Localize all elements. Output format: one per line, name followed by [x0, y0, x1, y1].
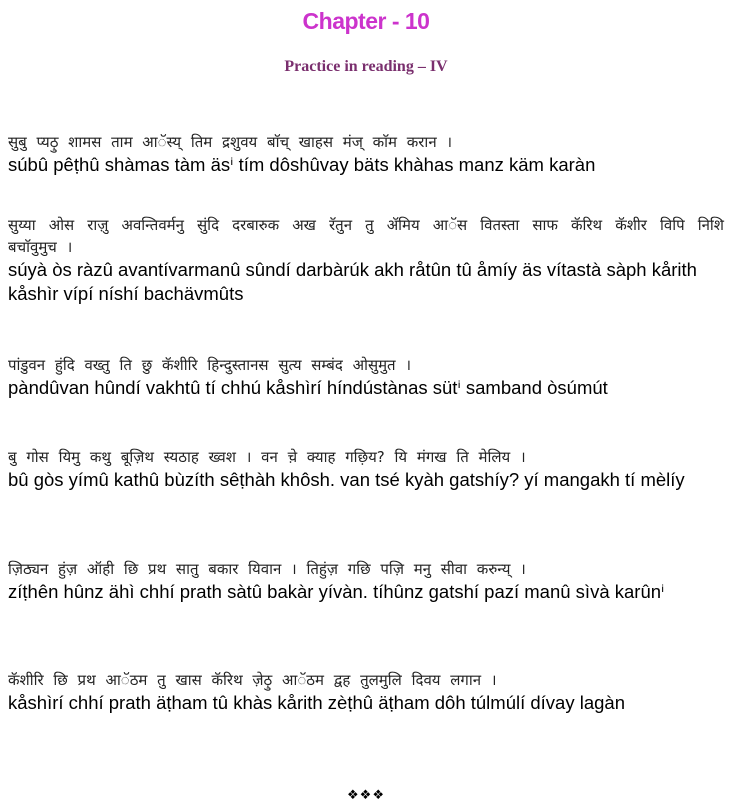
romanized-line: súbû pêṭhû shàmas tàm äsⁱ tím dôshûvay bäts khàhas manz käm karàn [8, 154, 596, 175]
devanagari-line: सुय्या ओस राज़ु अवन्तिवर्मनु सुंदि दरबारुक अख रॅतुन तु ॲमिय आॅस वितस्ता साफ कॅरिथ कॅशीर विपि निशि बचाॅवुमुच । [8, 216, 724, 256]
paragraph-5 [8, 558, 724, 604]
devanagari-line: पांडुवन हुंदि वख्तु ति छु कॅशीरि हिन्दुस्तानस सुत्य सम्बंद ओसुमुत । [8, 356, 412, 374]
devanagari-line: कॅशीरि छि प्रथ आॅठम तु खास कॅरिथ ज़ेठ़ु आॅठम द्वह तुलमुलि दिवय लगान । [8, 671, 497, 689]
paragraph-1 [8, 131, 724, 177]
paragraph-6 [8, 669, 724, 715]
paragraph-4 [8, 446, 724, 492]
end-ornament: ❖❖❖ [347, 788, 385, 803]
devanagari-line: सुबु प्यठ़ु शामस ताम आॅस्य् तिम द्रशुवय बाॅच् खाहस मंज् काॅम करान । [8, 133, 453, 151]
paragraph-2 [8, 214, 724, 306]
paragraph-3 [8, 354, 724, 400]
section-subtitle: Practice in reading – IV [284, 58, 448, 75]
romanized-line: kåshìrí chhí prath äṭham tû khàs kårith zèṭhû äṭham dôh túlmúlí dívay lagàn [8, 692, 626, 713]
romanized-line: súyà òs ràzû avantívarmanû sûndí darbàrúk akh råtûn tû åmíy äs vítastà sàph kårith kåshìr vípí níshí bachävmûts [8, 259, 697, 304]
romanized-line: pàndûvan hûndí vakhtû tí chhú kåshìrí híndústànas sütⁱ samband òsúmút [8, 377, 608, 398]
chapter-title: Chapter - 10 [302, 8, 430, 34]
devanagari-line: ज़िठ्यन हुंज़ ऑही छि प्रथ सातु बकार यिवान । तिहुंज़ गछि पज़ि मनु सीवा करुन्य् । [8, 560, 526, 578]
devanagari-line: बु गोस यिमु कथु बूज़िथ स्यठाह ख्वश । वन चे़ क्याह गछ़िय? यि मंगख ति मेलिय । [8, 448, 526, 466]
romanized-line: zíṭhên hûnz ähì chhí prath sàtû bakàr yívàn. tíhûnz gatshí pazí manû sìvà karûnⁱ [8, 581, 665, 602]
romanized-line: bû gòs yímû kathû bùzíth sêṭhàh khôsh. van tsé kyàh gatshíy? yí mangakh tí mèlíy [8, 469, 685, 490]
